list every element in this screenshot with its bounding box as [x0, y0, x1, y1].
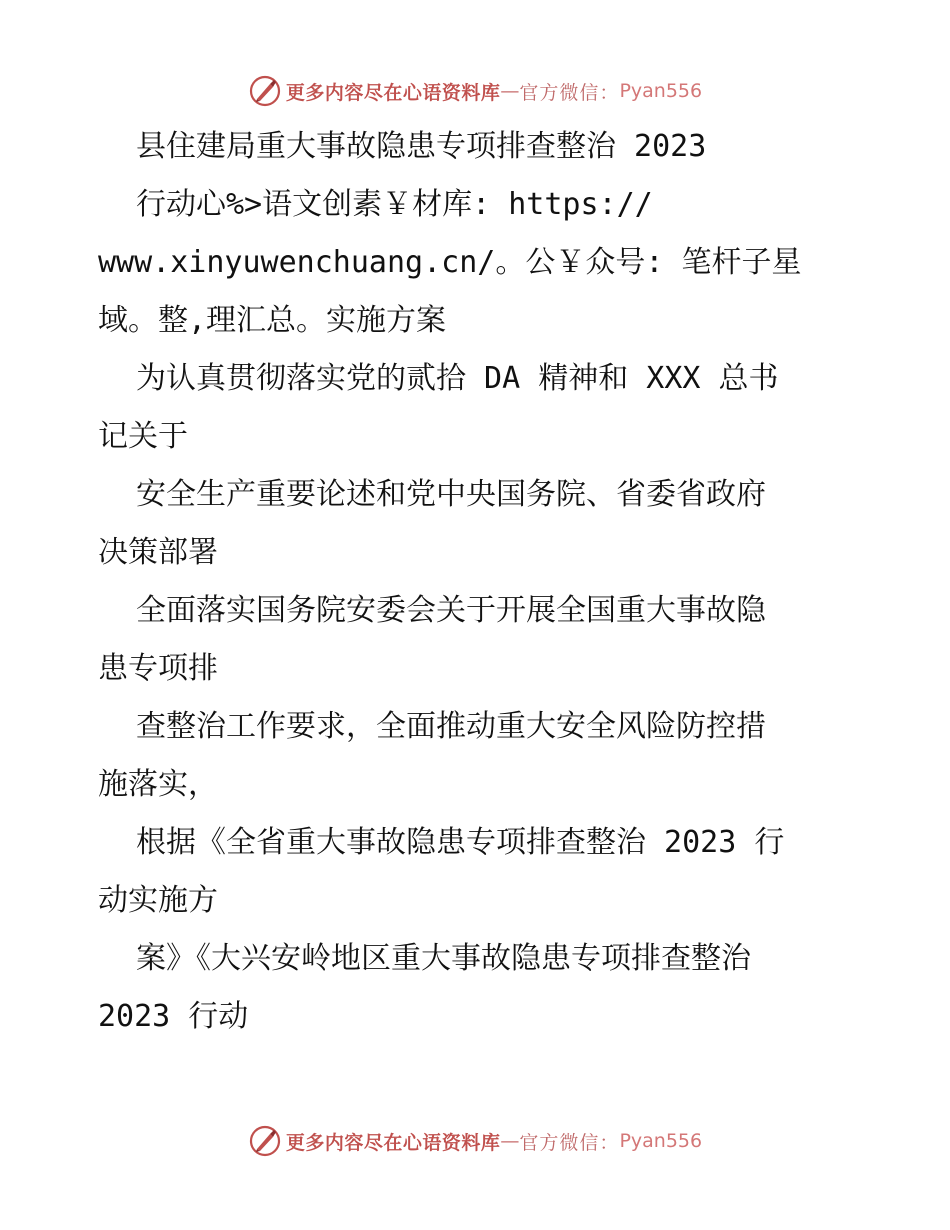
watermark-separator: —	[500, 80, 520, 102]
document-line: 安全生产重要论述和党中央国务院、省委省政府	[136, 477, 766, 512]
watermark-wechat-id: Pyan556	[619, 1130, 703, 1152]
watermark-separator: —	[500, 1130, 520, 1152]
document-line: 动实施方	[98, 883, 218, 918]
watermark-site-name: 更多内容尽在心语资料库	[285, 1131, 501, 1154]
document-line: 2023 行动	[98, 999, 249, 1034]
watermark-official-label: 官方微信：	[519, 1131, 620, 1154]
document-line: 域。整,理汇总。实施方案	[98, 303, 447, 338]
document-line: 为认真贯彻落实党的贰拾 DA 精神和 XXX 总书	[136, 361, 779, 396]
document-line: www.xinyuwenchuang.cn/。公￥众号: 笔杆子星	[98, 245, 802, 280]
document-line: 县住建局重大事故隐患专项排查整治 2023	[136, 129, 707, 164]
document-line: 行动心%>语文创素￥材库: https://	[136, 187, 653, 222]
watermark-header	[0, 74, 950, 108]
pen-logo-icon	[248, 1124, 282, 1158]
watermark-site-name: 更多内容尽在心语资料库	[285, 81, 501, 104]
watermark-footer	[0, 1124, 950, 1158]
pen-logo-icon	[248, 74, 282, 108]
document-line: 查整治工作要求，全面推动重大安全风险防控措	[136, 709, 766, 744]
document-line: 记关于	[98, 419, 188, 454]
document-line: 决策部署	[98, 535, 218, 570]
document-line: 患专项排	[98, 651, 218, 686]
watermark-wechat-id: Pyan556	[619, 80, 703, 102]
document-line: 施落实，	[98, 767, 218, 802]
document-line: 根据《全省重大事故隐患专项排查整治 2023 行	[136, 825, 785, 860]
document-line: 案》《大兴安岭地区重大事故隐患专项排查整治	[136, 941, 751, 976]
document-line: 全面落实国务院安委会关于开展全国重大事故隐	[136, 593, 766, 628]
watermark-official-label: 官方微信：	[519, 81, 620, 104]
document-body	[98, 118, 858, 1046]
